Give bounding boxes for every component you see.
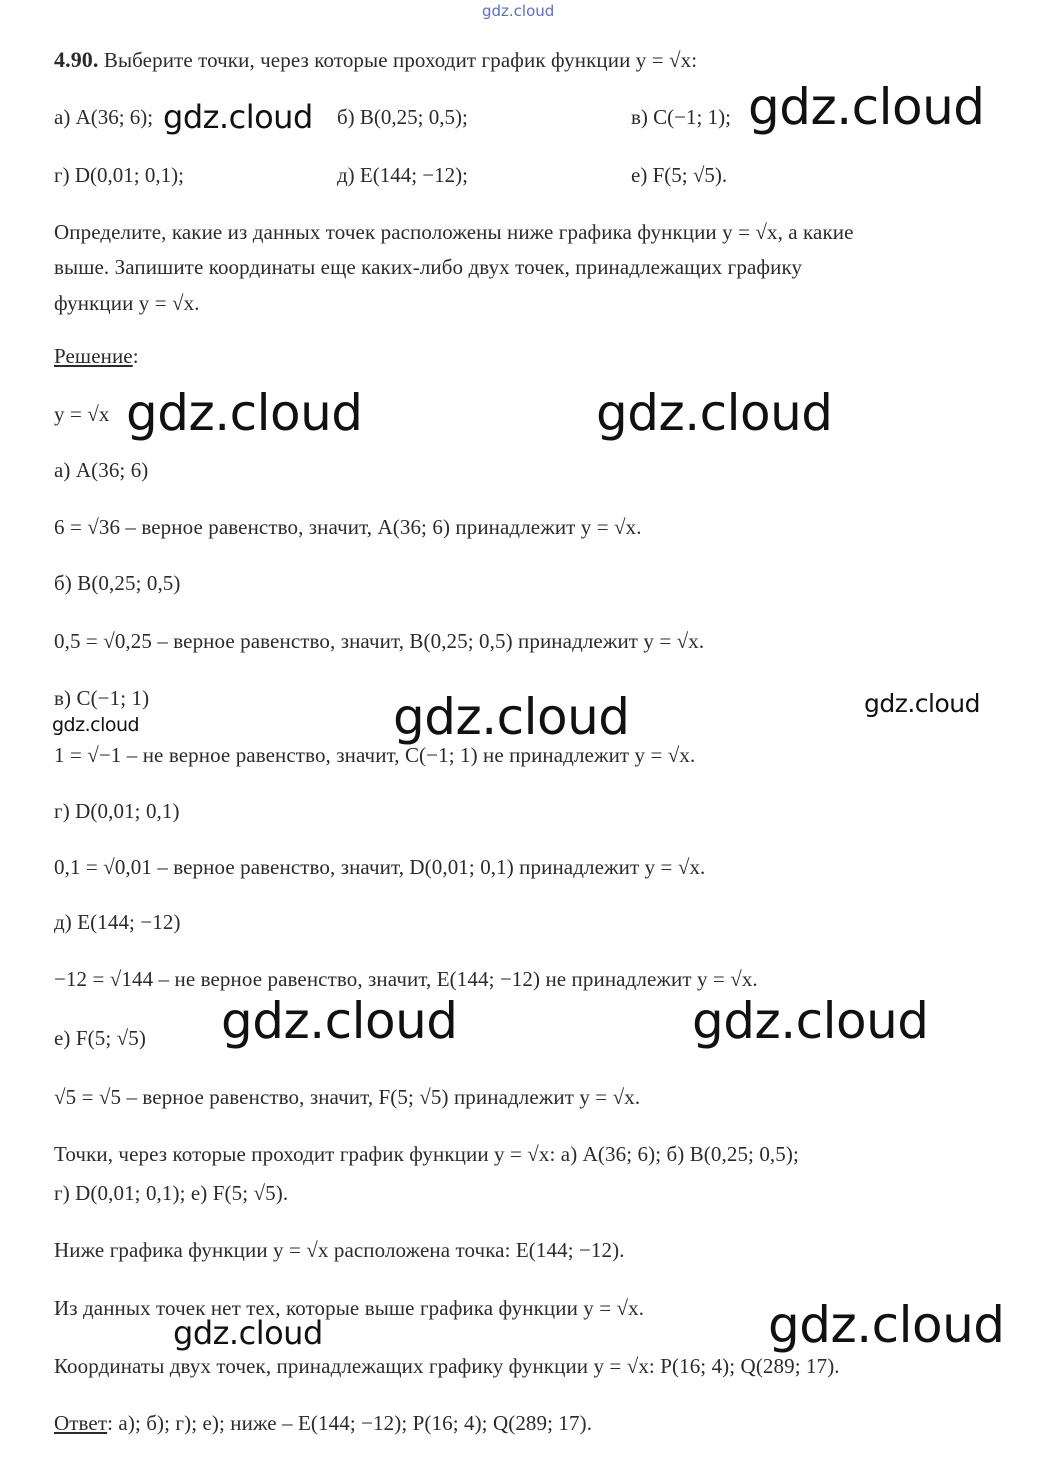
task-line-2: выше. Запишите координаты еще каких-либо двух точек, принадлежащих графику	[54, 255, 803, 279]
case-d-body: 0,1 = √0,01 – верное равенство, значит, D(0,01; 0,1) принадлежит y = √x.	[54, 855, 706, 879]
watermark: gdz.cloud	[482, 2, 555, 20]
watermark: gdz.cloud	[864, 689, 981, 718]
problem-text: Выберите точки, через которые проходит график функции y = √x:	[103, 48, 698, 72]
case-e-head: д) E(144; −12)	[54, 910, 181, 934]
case-e-body: −12 = √144 – не верное равенство, значит, E(144; −12) не принадлежит y = √x.	[54, 967, 758, 991]
case-f-head: е) F(5; √5)	[54, 1026, 146, 1050]
watermark: gdz.cloud	[692, 992, 929, 1050]
option-a: а) A(36; 6);	[54, 105, 154, 129]
task-line-3: функции y = √x.	[54, 291, 200, 315]
solution-heading-text: Решение	[54, 344, 133, 368]
case-c-body: 1 = √−1 – не верное равенство, значит, C(−1; 1) не принадлежит y = √x.	[54, 743, 696, 767]
watermark: gdz.cloud	[163, 98, 313, 136]
watermark: gdz.cloud	[52, 714, 140, 736]
option-c: в) C(−1; 1);	[631, 105, 731, 129]
solution-heading-colon: :	[132, 344, 139, 368]
answer-line	[54, 1411, 592, 1436]
watermark: gdz.cloud	[768, 1296, 1005, 1354]
watermark: gdz.cloud	[393, 688, 630, 746]
answer-text: : а); б); г); е); ниже – E(144; −12); P(16; 4); Q(289; 17).	[107, 1411, 593, 1435]
option-d: г) D(0,01; 0,1);	[54, 163, 184, 187]
summary-line-1: Точки, через которые проходит график функции y = √x: а) A(36; 6); б) B(0,25; 0,5);	[54, 1142, 799, 1166]
solution-function: y = √x	[54, 402, 110, 426]
watermark: gdz.cloud	[173, 1314, 323, 1352]
summary-line-2: г) D(0,01; 0,1); е) F(5; √5).	[54, 1181, 289, 1205]
watermark: gdz.cloud	[748, 78, 985, 136]
answer-label: Ответ	[54, 1411, 108, 1435]
option-f: е) F(5; √5).	[631, 163, 728, 187]
case-b-body: 0,5 = √0,25 – верное равенство, значит, B(0,25; 0,5) принадлежит y = √x.	[54, 629, 705, 653]
case-f-body: √5 = √5 – верное равенство, значит, F(5; √5) принадлежит y = √x.	[54, 1085, 641, 1109]
case-d-head: г) D(0,01; 0,1)	[54, 799, 180, 823]
option-b: б) B(0,25; 0,5);	[337, 105, 468, 129]
above-graph-line: Из данных точек нет тех, которые выше графика функции y = √x.	[54, 1296, 645, 1320]
case-b-head: б) B(0,25; 0,5)	[54, 571, 181, 595]
case-c-head: в) C(−1; 1)	[54, 686, 150, 710]
option-e: д) E(144; −12);	[337, 163, 469, 187]
problem-number: 4.90.	[54, 47, 99, 72]
problem-statement	[54, 47, 697, 73]
watermark: gdz.cloud	[221, 992, 458, 1050]
watermark: gdz.cloud	[126, 384, 363, 442]
below-graph-line: Ниже графика функции y = √x расположена точка: E(144; −12).	[54, 1238, 625, 1262]
task-line-1: Определите, какие из данных точек расположены ниже графика функции y = √x, а какие	[54, 220, 854, 244]
extra-points-line: Координаты двух точек, принадлежащих графику функции y = √x: P(16; 4); Q(289; 17).	[54, 1354, 840, 1378]
watermark: gdz.cloud	[596, 384, 833, 442]
solution-heading	[54, 344, 139, 369]
case-a-body: 6 = √36 – верное равенство, значит, A(36; 6) принадлежит y = √x.	[54, 515, 642, 539]
case-a-head: а) A(36; 6)	[54, 458, 149, 482]
